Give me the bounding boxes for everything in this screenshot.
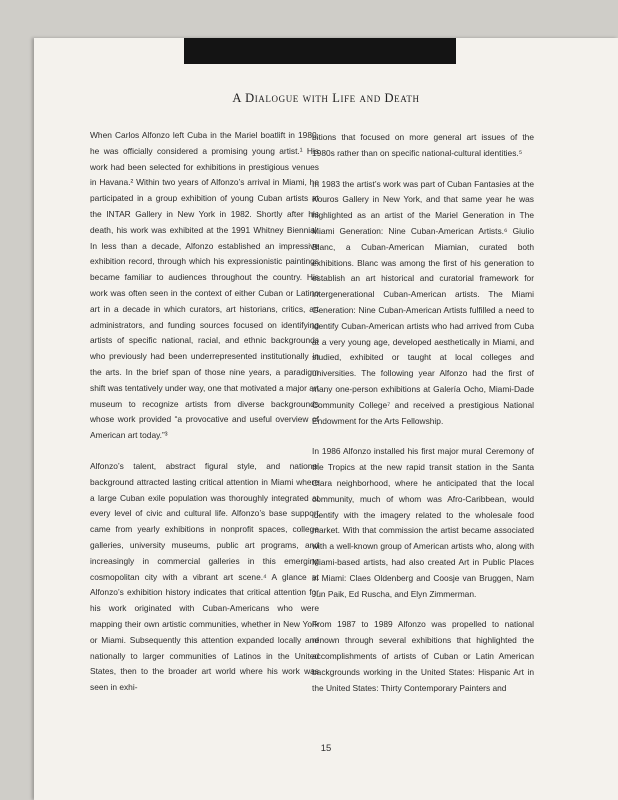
header-black-bar	[184, 38, 456, 64]
page-title: A Dialogue with Life and Death	[232, 91, 420, 105]
document-page	[34, 38, 618, 800]
paragraph: In 1983 the artist’s work was part of Cuban Fantasies at the Kouros Gallery in New York, and that same year he was highlighted as an artist of the Mariel Generation in The Miami Generation: Nine Cuban-American Artists.⁶ Giulio Blanc, a Cuban-American Miamian, curated both exhibitions. Blanc was among the first of his generation to establish an art historical and curatorial framework for intergenerational Cuban-American artists. The Miami Generation: Nine Cuban-American Artists fulfilled a need to identify Cuban-American artists who had arrived from Cuba at a very young age, developed aesthetically in Miami, and studied, exhibited or taught at local colleges and universities. The following year Alfonzo had the first of many one-person exhibitions at Galería Ocho, Miami-Dade Community College⁷ and received a prestigious National Endowment for the Arts Fellowship.	[312, 178, 534, 426]
left-column	[90, 128, 319, 696]
paragraph: In 1986 Alfonzo installed his first major mural Ceremony of the Tropics at the new rapid transit station in the Santa Clara neighborhood, where he anticipated that the local community, much of whom was Afro-Caribbean, would identify with the imagery related to the wholesale food market. With that commission the artist became associated with a well-known group of American artists who, along with Miami-based artists, had also created Art in Public Places in Miami: Claes Oldenberg and Coosje van Bruggen, Nam Jun Paik, Ed Ruscha, and Elyn Zimmerman.	[312, 446, 534, 599]
paragraph: bitions that focused on more general art issues of the 1980s rather than on specific national-cultural identities.⁵	[312, 132, 534, 158]
paragraph: From 1987 to 1989 Alfonzo was propelled to national renown through several exhibitions that highlighted the accomplishments of artists of Cuban or Latin American backgrounds working in the United States: Hispanic Art in the United States: Thirty Contemporary Painters and	[312, 619, 534, 693]
paragraph: Alfonzo’s talent, abstract figural style, and national background attracted lasting critical attention in Miami where a large Cuban exile population was thoroughly integrated at every level of civic and cultural life. Alfonzo’s base support came from yearly exhibitions in nonprofit spaces, college galleries, university museums, public art programs, and increasingly in commercial galleries in this emerging cosmopolitan city with a vibrant art scene.⁴ A glance at Alfonzo’s exhibition history indicates that critical attention for his work originated with Cuban-Americans who were mapping their own artistic communities, whether in New York or Miami. Subsequently this attention expanded locally and nationally to larger communities of Latinos in the United States, then to the broader art world where his work was seen in exhi-	[90, 460, 319, 693]
right-column	[312, 130, 534, 696]
paragraph: When Carlos Alfonzo left Cuba in the Mariel boatlift in 1980, he was officially considered a promising young artist.¹ His work had been selected for exhibitions in prestigious venues in Havana.² Within two years of Alfonzo’s arrival in Miami, he participated in a group exhibition of young Cuban artists at the INTAR Gallery in New York in 1982. Shortly after his death, his work was exhibited at the 1991 Whitney Biennial. In less than a decade, Alfonzo established an impressive exhibition record, through which his expressionistic paintings became familiar to audiences throughout the country. His work was often seen in the context of either Cuban or Latino art in a decade in which curators, art historians, critics, art administrators, and funding sources focused on identifying artists of specific national, racial, and ethnic backgrounds who previously had been underrepresented institutionally in the arts. In the brief span of those nine years, a paradigm shift was tentatively under way, one that motivated a major art museum to recognize artists from diverse backgrounds whose work provided “a provocative and useful overview of American art today.”³	[90, 130, 319, 441]
page-number: 15	[320, 743, 332, 754]
